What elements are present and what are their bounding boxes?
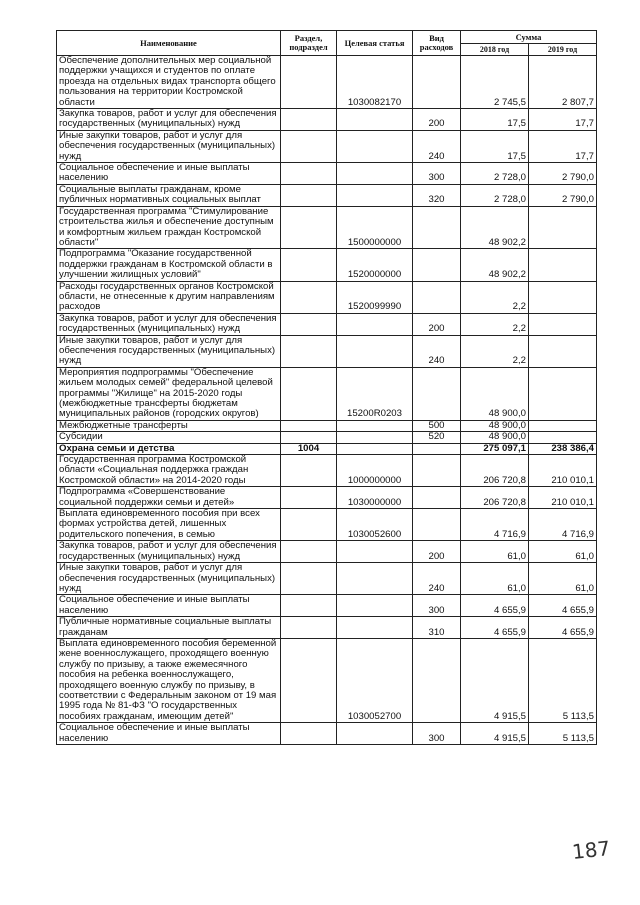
row-name: Социальные выплаты гражданам, кроме публичных нормативных социальных выплат <box>57 184 281 206</box>
row-sum-2018: 17,5 <box>461 130 529 162</box>
table-row <box>57 313 597 335</box>
row-sum-2018: 206 720,8 <box>461 487 529 509</box>
header-kind: Вид расходов <box>413 31 461 56</box>
row-kind <box>413 487 461 509</box>
table-row <box>57 163 597 185</box>
row-sum-2019: 2 807,7 <box>529 56 597 109</box>
row-name: Иные закупки товаров, работ и услуг для обеспечения государственных (муниципальных) нужд <box>57 335 281 367</box>
header-sum: Сумма <box>461 31 597 44</box>
table-row <box>57 595 597 617</box>
row-target <box>337 313 413 335</box>
table-body <box>57 56 597 745</box>
row-sum-2019: 5 113,5 <box>529 638 597 722</box>
row-name: Выплата единовременного пособия при всех формах устройства детей, лишенных родительского попечения, в семью <box>57 509 281 541</box>
row-sum-2019: 61,0 <box>529 563 597 595</box>
row-section <box>281 184 337 206</box>
table-row <box>57 206 597 249</box>
row-kind: 520 <box>413 432 461 443</box>
row-kind: 240 <box>413 335 461 367</box>
row-name: Иные закупки товаров, работ и услуг для обеспечения государственных (муниципальных) нужд <box>57 563 281 595</box>
row-kind <box>413 249 461 281</box>
row-sum-2018: 48 902,2 <box>461 206 529 249</box>
row-section <box>281 595 337 617</box>
row-name: Социальное обеспечение и иные выплаты населению <box>57 595 281 617</box>
row-target: 1030000000 <box>337 487 413 509</box>
row-section <box>281 723 337 745</box>
table-row <box>57 563 597 595</box>
row-kind <box>413 443 461 454</box>
row-sum-2019: 210 010,1 <box>529 455 597 487</box>
row-sum-2018: 17,5 <box>461 109 529 131</box>
row-kind: 500 <box>413 420 461 431</box>
table-row <box>57 541 597 563</box>
row-sum-2019 <box>529 335 597 367</box>
row-target: 1520000000 <box>337 249 413 281</box>
row-sum-2019: 4 655,9 <box>529 617 597 639</box>
row-section <box>281 455 337 487</box>
row-name: Закупка товаров, работ и услуг для обеспечения государственных (муниципальных) нужд <box>57 313 281 335</box>
row-kind: 200 <box>413 541 461 563</box>
row-name: Межбюджетные трансферты <box>57 420 281 431</box>
row-sum-2019 <box>529 313 597 335</box>
row-target: 1030082170 <box>337 56 413 109</box>
row-section <box>281 487 337 509</box>
row-sum-2018: 2 728,0 <box>461 163 529 185</box>
row-name: Социальное обеспечение и иные выплаты населению <box>57 723 281 745</box>
row-sum-2019 <box>529 206 597 249</box>
row-kind: 200 <box>413 109 461 131</box>
table-row <box>57 335 597 367</box>
row-sum-2018: 2,2 <box>461 313 529 335</box>
table-row <box>57 281 597 313</box>
row-target <box>337 541 413 563</box>
row-name: Закупка товаров, работ и услуг для обеспечения государственных (муниципальных) нужд <box>57 109 281 131</box>
header-target: Целевая статья <box>337 31 413 56</box>
table-row <box>57 638 597 722</box>
row-sum-2019: 4 655,9 <box>529 595 597 617</box>
row-name: Иные закупки товаров, работ и услуг для обеспечения государственных (муниципальных) нужд <box>57 130 281 162</box>
budget-table <box>56 30 597 745</box>
row-sum-2019: 17,7 <box>529 130 597 162</box>
row-target <box>337 184 413 206</box>
row-sum-2018: 61,0 <box>461 541 529 563</box>
row-sum-2018: 48 900,0 <box>461 420 529 431</box>
row-target <box>337 335 413 367</box>
row-sum-2019: 61,0 <box>529 541 597 563</box>
table-row <box>57 249 597 281</box>
row-kind <box>413 281 461 313</box>
row-section <box>281 367 337 420</box>
row-target <box>337 130 413 162</box>
page-number: 187 <box>570 836 612 864</box>
row-kind: 240 <box>413 130 461 162</box>
row-section <box>281 249 337 281</box>
row-kind: 300 <box>413 163 461 185</box>
row-kind: 240 <box>413 563 461 595</box>
row-sum-2019 <box>529 420 597 431</box>
row-name: Выплата единовременного пособия беременной жене военнослужащего, проходящего военную службу по призыву, а также ежемесячного пособия на ребенка военнослужащего, проходящего военную службу по призыву, в соответствии с Федеральным законом от 19 мая 1995 года № 81-ФЗ "О государственных пособиях гражданам, имеющим детей" <box>57 638 281 722</box>
row-sum-2019: 2 790,0 <box>529 163 597 185</box>
row-kind: 310 <box>413 617 461 639</box>
row-sum-2018: 4 915,5 <box>461 638 529 722</box>
row-sum-2018: 48 900,0 <box>461 367 529 420</box>
row-name: Подпрограмма «Совершенствование социальной поддержки семьи и детей» <box>57 487 281 509</box>
row-kind: 300 <box>413 595 461 617</box>
table-row <box>57 509 597 541</box>
row-sum-2018: 4 655,9 <box>461 595 529 617</box>
row-kind <box>413 509 461 541</box>
row-name: Расходы государственных органов Костромской области, не отнесенные к другим направлениям расходов <box>57 281 281 313</box>
row-section <box>281 432 337 443</box>
table-row <box>57 455 597 487</box>
row-name: Государственная программа "Стимулирование строительства жилья и обеспечение доступным и комфортным жильем граждан Костромской области" <box>57 206 281 249</box>
row-section: 1004 <box>281 443 337 454</box>
row-section <box>281 509 337 541</box>
row-section <box>281 206 337 249</box>
row-section <box>281 163 337 185</box>
row-kind <box>413 455 461 487</box>
row-sum-2018: 2 728,0 <box>461 184 529 206</box>
header-section: Раздел, подраздел <box>281 31 337 56</box>
row-sum-2018: 2,2 <box>461 335 529 367</box>
header-name: Наименование <box>57 31 281 56</box>
row-sum-2018: 61,0 <box>461 563 529 595</box>
row-sum-2018: 4 716,9 <box>461 509 529 541</box>
row-name: Мероприятия подпрограммы "Обеспечение жильем молодых семей" федеральной целевой программы "Жилище" на 2015-2020 годы (межбюджетные трансферты бюджетам муниципальных районов (городских округов) <box>57 367 281 420</box>
row-sum-2019: 4 716,9 <box>529 509 597 541</box>
row-name: Обеспечение дополнительных мер социальной поддержки учащихся и студентов по оплате проезда на отдельных видах транспорта общего пользования на территории Костромской области <box>57 56 281 109</box>
row-name: Государственная программа Костромской области «Социальная поддержка граждан Костромской области» на 2014-2020 годы <box>57 455 281 487</box>
row-sum-2019: 238 386,4 <box>529 443 597 454</box>
row-target <box>337 420 413 431</box>
row-section <box>281 563 337 595</box>
table-row <box>57 130 597 162</box>
table-row <box>57 56 597 109</box>
row-sum-2019 <box>529 432 597 443</box>
row-kind: 300 <box>413 723 461 745</box>
row-name: Субсидии <box>57 432 281 443</box>
header-year-2018: 2018 год <box>461 44 529 56</box>
row-target <box>337 443 413 454</box>
row-sum-2019 <box>529 281 597 313</box>
row-name: Публичные нормативные социальные выплаты гражданам <box>57 617 281 639</box>
row-section <box>281 56 337 109</box>
row-sum-2018: 206 720,8 <box>461 455 529 487</box>
row-target: 1030052600 <box>337 509 413 541</box>
row-target <box>337 163 413 185</box>
row-target: 1000000000 <box>337 455 413 487</box>
row-kind <box>413 56 461 109</box>
row-kind: 200 <box>413 313 461 335</box>
table-row <box>57 432 597 443</box>
row-name: Охрана семьи и детства <box>57 443 281 454</box>
row-name: Закупка товаров, работ и услуг для обеспечения государственных (муниципальных) нужд <box>57 541 281 563</box>
header-year-2019: 2019 год <box>529 44 597 56</box>
row-kind <box>413 367 461 420</box>
table-row <box>57 617 597 639</box>
row-section <box>281 420 337 431</box>
row-sum-2019 <box>529 367 597 420</box>
row-kind: 320 <box>413 184 461 206</box>
row-target <box>337 109 413 131</box>
row-section <box>281 109 337 131</box>
row-section <box>281 638 337 722</box>
table-row <box>57 443 597 454</box>
row-section <box>281 313 337 335</box>
row-kind <box>413 206 461 249</box>
row-target <box>337 432 413 443</box>
row-sum-2018: 2,2 <box>461 281 529 313</box>
row-name: Подпрограмма "Оказание государственной поддержки гражданам в Костромской области в улучшении жилищных условий" <box>57 249 281 281</box>
row-name: Социальное обеспечение и иные выплаты населению <box>57 163 281 185</box>
table-row <box>57 367 597 420</box>
row-target <box>337 617 413 639</box>
table-row <box>57 420 597 431</box>
row-sum-2018: 4 915,5 <box>461 723 529 745</box>
row-target: 1520099990 <box>337 281 413 313</box>
table-row <box>57 487 597 509</box>
row-target <box>337 723 413 745</box>
row-section <box>281 335 337 367</box>
row-sum-2018: 48 900,0 <box>461 432 529 443</box>
row-section <box>281 130 337 162</box>
table-row <box>57 184 597 206</box>
table-row <box>57 723 597 745</box>
row-sum-2019 <box>529 249 597 281</box>
row-section <box>281 617 337 639</box>
row-sum-2018: 48 902,2 <box>461 249 529 281</box>
row-sum-2018: 275 097,1 <box>461 443 529 454</box>
row-sum-2019: 2 790,0 <box>529 184 597 206</box>
row-section <box>281 541 337 563</box>
row-sum-2019: 5 113,5 <box>529 723 597 745</box>
row-section <box>281 281 337 313</box>
row-sum-2018: 2 745,5 <box>461 56 529 109</box>
row-sum-2018: 4 655,9 <box>461 617 529 639</box>
row-sum-2019: 17,7 <box>529 109 597 131</box>
row-target <box>337 595 413 617</box>
row-sum-2019: 210 010,1 <box>529 487 597 509</box>
row-kind <box>413 638 461 722</box>
row-target: 1030052700 <box>337 638 413 722</box>
row-target: 15200R0203 <box>337 367 413 420</box>
row-target <box>337 563 413 595</box>
row-target: 1500000000 <box>337 206 413 249</box>
table-row <box>57 109 597 131</box>
